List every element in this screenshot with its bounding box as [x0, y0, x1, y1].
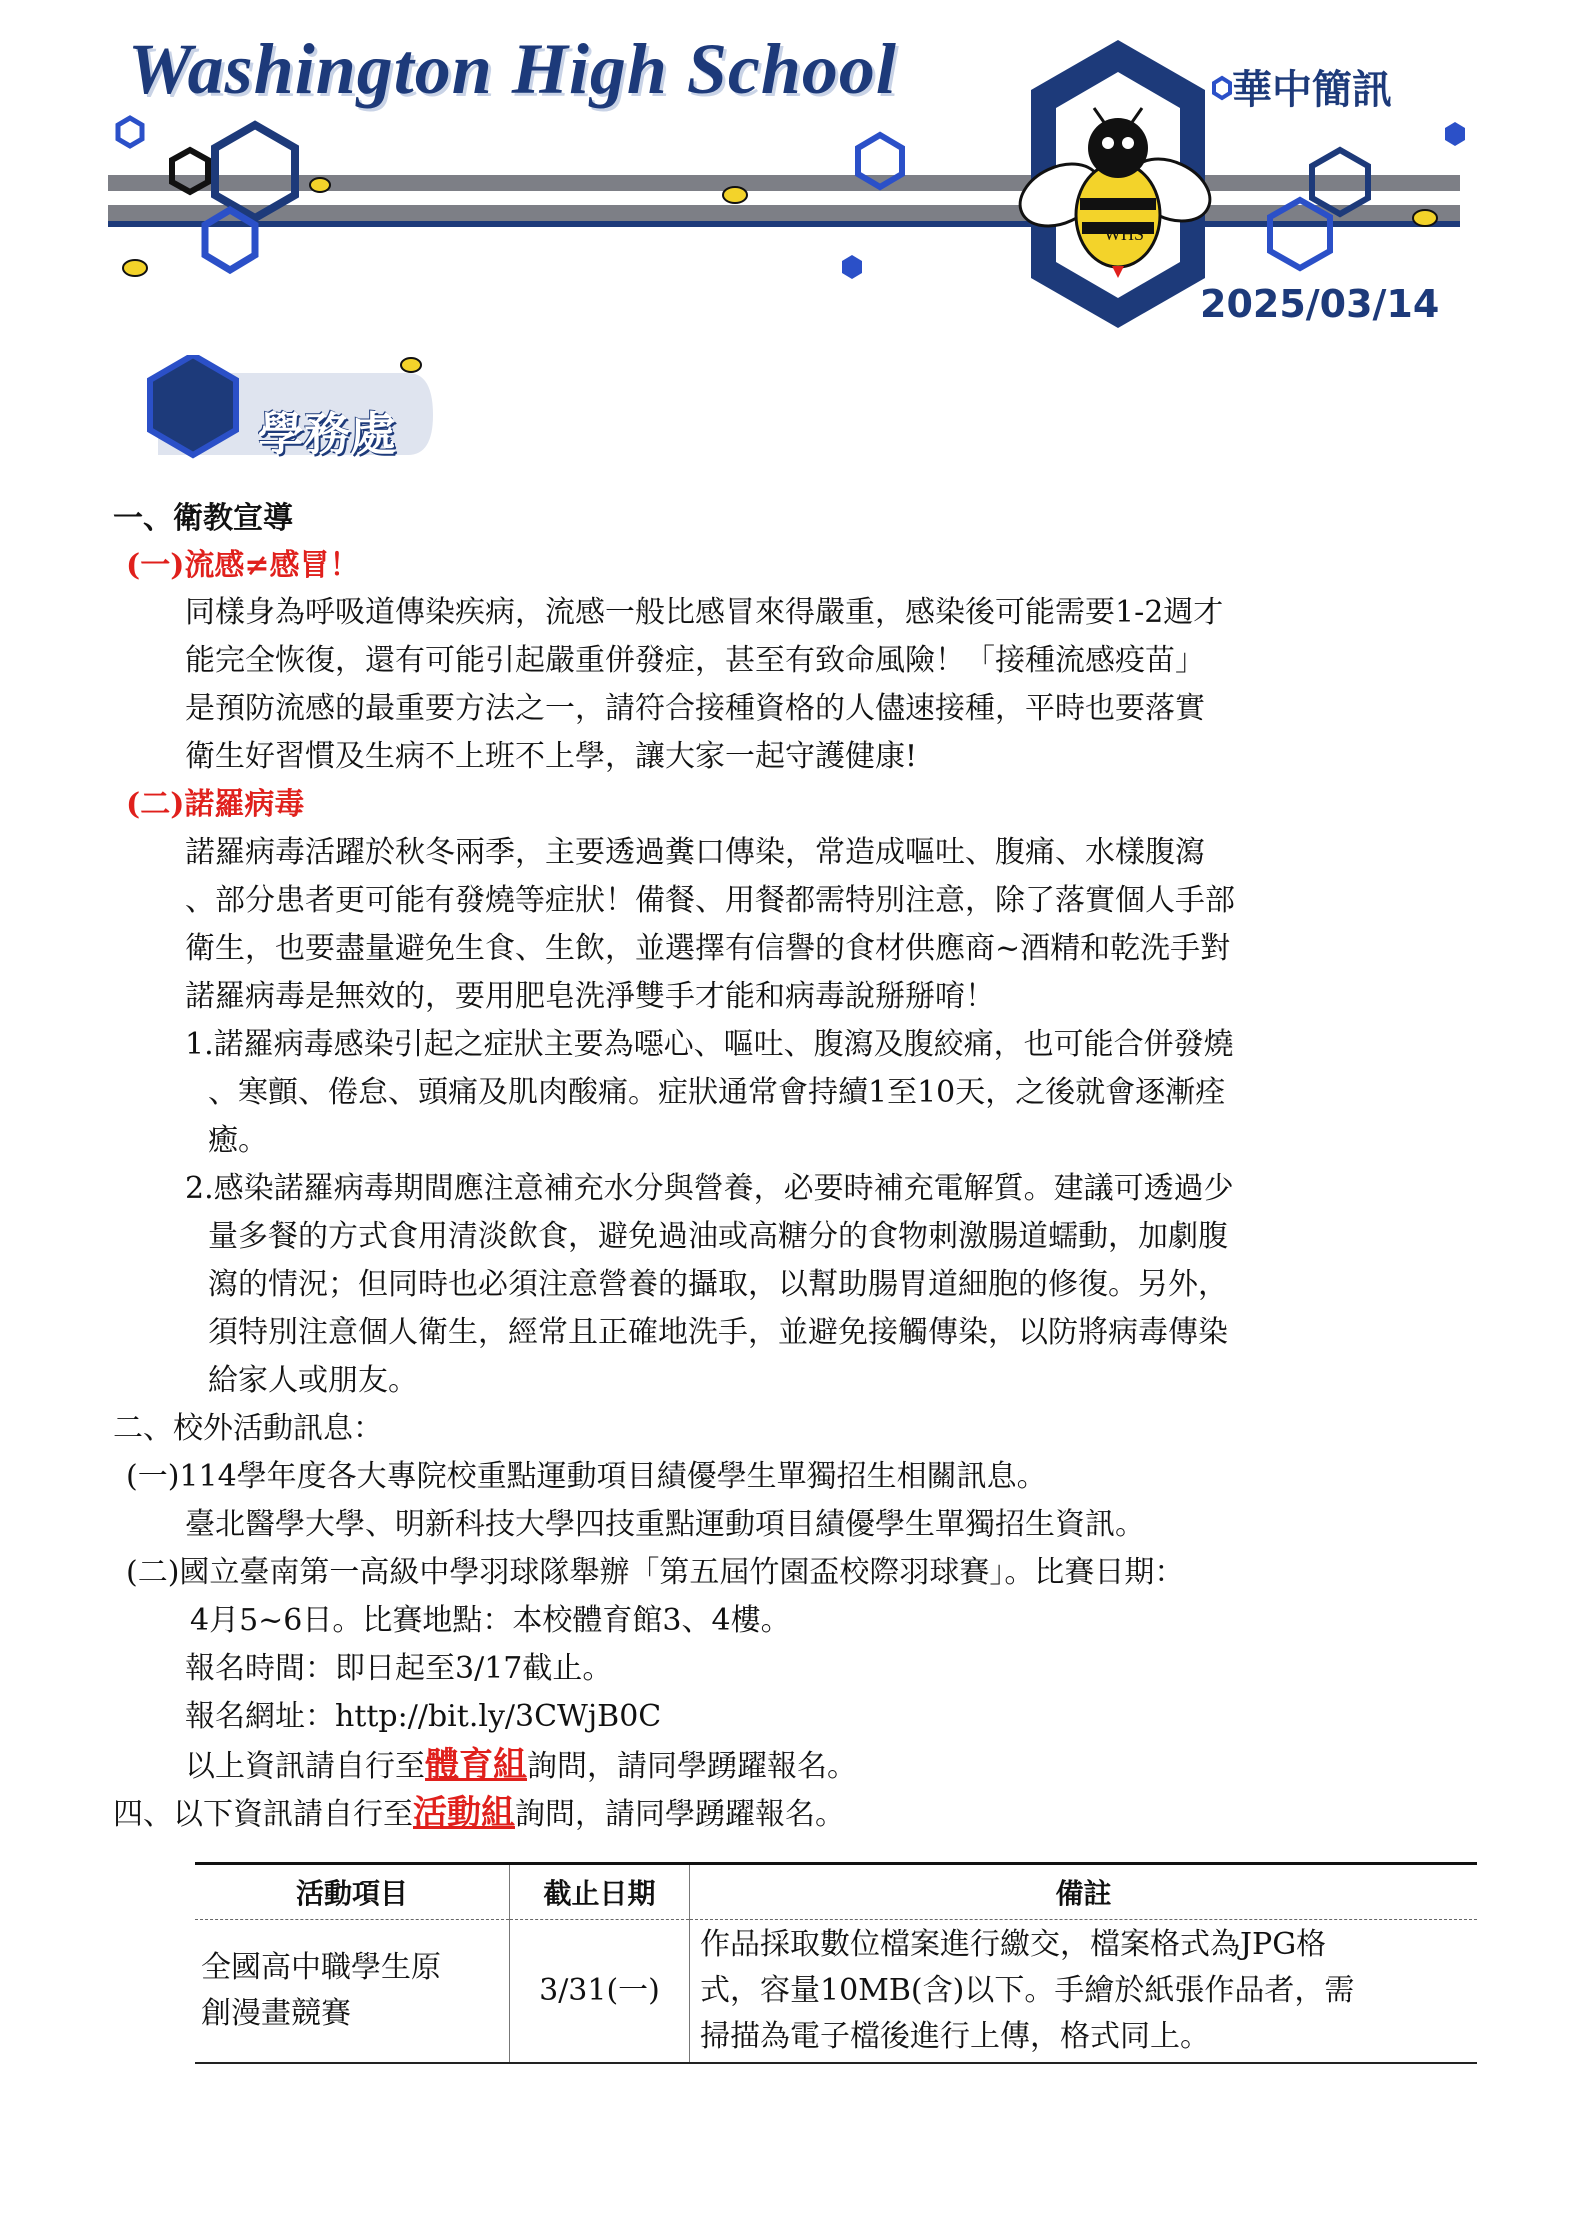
text-line: (二)國立臺南第一高級中學羽球隊舉辦「第五屆竹園盃校際羽球賽」。比賽日期：: [126, 1555, 1185, 1590]
text-line: 能完全恢復，還有可能引起嚴重併發症，甚至有致命風險！「接種流感疫苗」: [185, 643, 1205, 678]
list-item: 給家人或朋友。: [208, 1363, 418, 1398]
flu-subheading: (一)流感≠感冒！: [126, 548, 360, 583]
col-header-deadline: 截止日期: [510, 1864, 690, 1920]
newsletter-title: 華中簡訊: [1232, 67, 1392, 113]
activities-section-highlight: 活動組: [413, 1793, 515, 1833]
text-line: 衛生好習慣及生病不上班不上學，讓大家一起守護健康!: [185, 739, 918, 774]
text-line: 諾羅病毒活躍於秋冬兩季，主要透過糞口傳染，常造成嘔吐、腹痛、水樣腹瀉: [185, 835, 1205, 870]
small-bee-icon: [401, 358, 421, 372]
bee-badge-text: WHS: [1104, 224, 1144, 244]
text-line: 是預防流感的最重要方法之一，請符合接種資格的人儘速接種，平時也要落實: [185, 691, 1205, 726]
table-row: [195, 1920, 1477, 2064]
text-line: 臺北醫學大學、明新科技大學四技重點運動項目績優學生單獨招生資訊。: [185, 1507, 1145, 1542]
list-item: 瀉的情況；但同時也必須注意營養的攝取，以幫助腸胃道細胞的修復。另外，: [208, 1267, 1228, 1302]
text-line: 報名時間：即日起至3/17截止。: [185, 1651, 613, 1686]
registration-url[interactable]: 報名網址：http://bit.ly/3CWjB0C: [185, 1699, 662, 1734]
text-line: 4月5~6日。比賽地點：本校體育館3、4樓。: [190, 1603, 791, 1638]
cell-note: 作品採取數位檔案進行繳交，檔案格式為JPG格 式，容量10MB(含)以下。手繪於紙張作品者，需 掃描為電子檔後進行上傳，格式同上。: [690, 1920, 1478, 2064]
list-item: 量多餐的方式食用清淡飲食，避免過油或高糖分的食物刺激腸道蠕動，加劇腹: [208, 1219, 1228, 1254]
text-line: 諾羅病毒是無效的，要用肥皂洗淨雙手才能和病毒說掰掰唷！: [185, 979, 995, 1014]
text-line: 、部分患者更可能有發燒等症狀！備餐、用餐都需特別注意，除了落實個人手部: [185, 883, 1235, 918]
list-item: 2.感染諾羅病毒期間應注意補充水分與營養，必要時補充電解質。建議可透過少: [185, 1171, 1234, 1206]
list-item: 1.諾羅病毒感染引起之症狀主要為噁心、嘔吐、腹瀉及腹絞痛，也可能合併發燒: [185, 1027, 1234, 1062]
activity-table: [195, 1862, 1477, 2064]
cell-item: 全國高中職學生原 創漫畫競賽: [195, 1920, 510, 2064]
table-header-row: [195, 1864, 1477, 1920]
issue-date: 2025/03/14: [1200, 282, 1440, 326]
school-name: Washington High School: [128, 29, 897, 109]
text-line: (一)114學年度各大專院校重點運動項目績優學生單獨招生相關訊息。: [126, 1459, 1047, 1494]
department-title: 學務處: [258, 407, 396, 461]
text-line: 同樣身為呼吸道傳染疾病，流感一般比感冒來得嚴重，感染後可能需要1-2週才: [185, 595, 1224, 630]
list-item: 須特別注意個人衛生，經常且正確地洗手，並避免接觸傳染，以防將病毒傳染: [208, 1315, 1228, 1350]
norovirus-subheading: (二)諾羅病毒: [126, 787, 305, 822]
col-header-note: 備註: [690, 1864, 1478, 1920]
col-header-item: 活動項目: [195, 1864, 510, 1920]
sports-section-highlight: 體育組: [425, 1745, 527, 1785]
list-item: 、寒顫、倦怠、頭痛及肌肉酸痛。症狀通常會持續1至10天，之後就會逐漸痊: [208, 1075, 1226, 1110]
list-item: 癒。: [208, 1123, 268, 1158]
section2-heading: 二、校外活動訊息：: [113, 1411, 383, 1446]
cell-deadline: 3/31(一): [510, 1920, 690, 2064]
section1-heading: 一、衛教宣導: [113, 501, 293, 536]
sports-section-note: 以上資訊請自行至體育組詢問，請同學踴躍報名。: [185, 1745, 857, 1785]
section4-heading: 四、以下資訊請自行至活動組詢問，請同學踴躍報名。: [113, 1793, 845, 1833]
text-line: 衛生，也要盡量避免生食、生飲，並選擇有信譽的食材供應商~酒精和乾洗手對: [185, 931, 1231, 966]
